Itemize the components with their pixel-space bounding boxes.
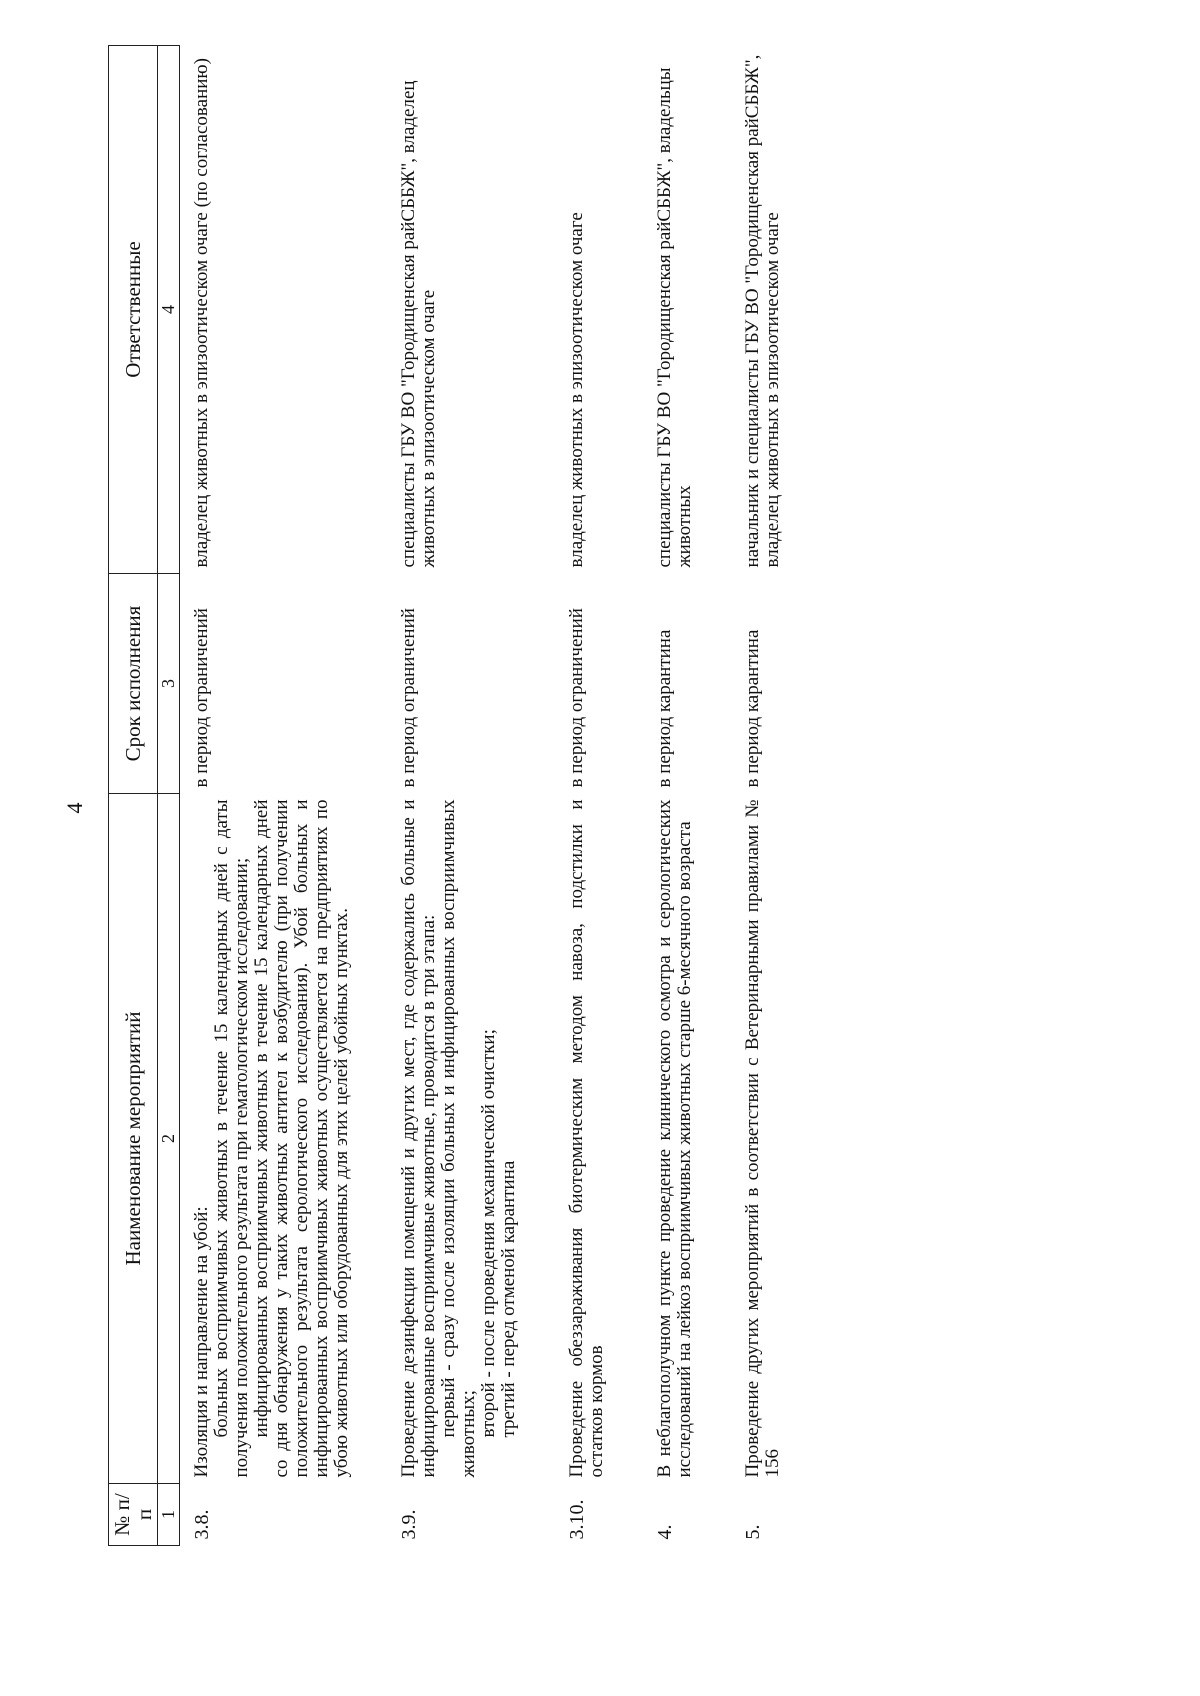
header-index-1: 1 (158, 1484, 180, 1546)
row-number: 3.9. (398, 1509, 421, 1540)
measures-table (108, 45, 819, 1546)
header-measures: Наименование мероприятий (109, 794, 158, 1484)
header-index-2: 2 (158, 794, 180, 1484)
measure-paragraph: второй - после проведения механической очистки; (478, 1029, 500, 1438)
table-row (179, 46, 387, 1546)
measure-paragraph: В неблагополучном пункте проведение клинического осмотра и серологических исследований на лейкоз восприимчивых животных старше 6-месячного возраста (653, 799, 695, 1478)
row-number: 3.8. (190, 1509, 213, 1540)
measure-paragraph: Изоляция и направление на убой: (190, 1206, 212, 1478)
table-header (109, 46, 180, 1546)
row-measure (387, 794, 555, 1484)
row-responsible: специалисты ГБУ ВО "Городищенская райСББЖ", владелец животных в эпизоотическом очаге (398, 80, 440, 568)
measure-paragraph: первый - сразу после изоляции больных и инфицированных восприимчивых животных; (438, 799, 480, 1478)
header-term: Срок исполнения (109, 574, 158, 794)
header-responsible: Ответственные (109, 46, 158, 574)
row-measure (555, 794, 643, 1484)
header-index-4: 4 (158, 46, 180, 574)
row-term: в период ограничений (190, 608, 212, 788)
table-row (731, 46, 819, 1546)
row-term: в период карантина (653, 629, 675, 788)
measure-paragraph: третий - перед отменой карантина (498, 1160, 520, 1438)
measure-paragraph: Проведение других мероприятий в соответствии с Ветеринарными правилами № 156 (741, 799, 783, 1478)
row-term: в период ограничений (566, 608, 588, 788)
table-row (555, 46, 643, 1546)
row-term: в период карантина (741, 629, 763, 788)
measure-paragraph: Проведение дезинфекции помещений и других мест, где содержались больные и инфицированные восприимчивые животные, проводится в три этапа: (398, 799, 440, 1478)
page-number: 4 (62, 802, 87, 814)
row-measure (643, 794, 731, 1484)
row-number: 3.10. (566, 1499, 589, 1540)
measure-paragraph: больных восприимчивых животных в течение 15 календарных дней с даты получения положительного результата при гематологическом исследовании; (210, 799, 252, 1478)
table-row (643, 46, 731, 1546)
row-responsible: владелец животных в эпизоотическом очаге (566, 212, 588, 568)
measure-paragraph: Проведение обеззараживания биотермическим методом навоза, подстилки и остатков кормов (566, 799, 608, 1478)
header-index-3: 3 (158, 574, 180, 794)
row-term: в период ограничений (398, 608, 420, 788)
row-responsible: специалисты ГБУ ВО "Городищенская райСББЖ", владельцы животных (653, 67, 695, 568)
row-measure (179, 794, 387, 1484)
row-responsible: начальник и специалисты ГБУ ВО "Городищенская райСББЖ", владелец животных в эпизоотическом очаге (741, 54, 783, 568)
header-number: № п/п (109, 1484, 158, 1546)
row-number: 4. (653, 1524, 676, 1540)
row-number: 5. (741, 1524, 764, 1540)
table-row (387, 46, 555, 1546)
row-measure (731, 794, 819, 1484)
row-responsible: владелец животных в эпизоотическом очаге (по согласованию) (190, 58, 212, 568)
measure-paragraph: инфицированных восприимчивых животных в течение 15 календарных дней со дня обнаружения у таких животных антител к возбудителю (при получении положительного результата серологического исследования). Убой больных и инфицированных восприимчивых животных осуществляется на предприятиях по убою животных или оборудованных для этих целей убойных пунктах. (250, 799, 352, 1478)
